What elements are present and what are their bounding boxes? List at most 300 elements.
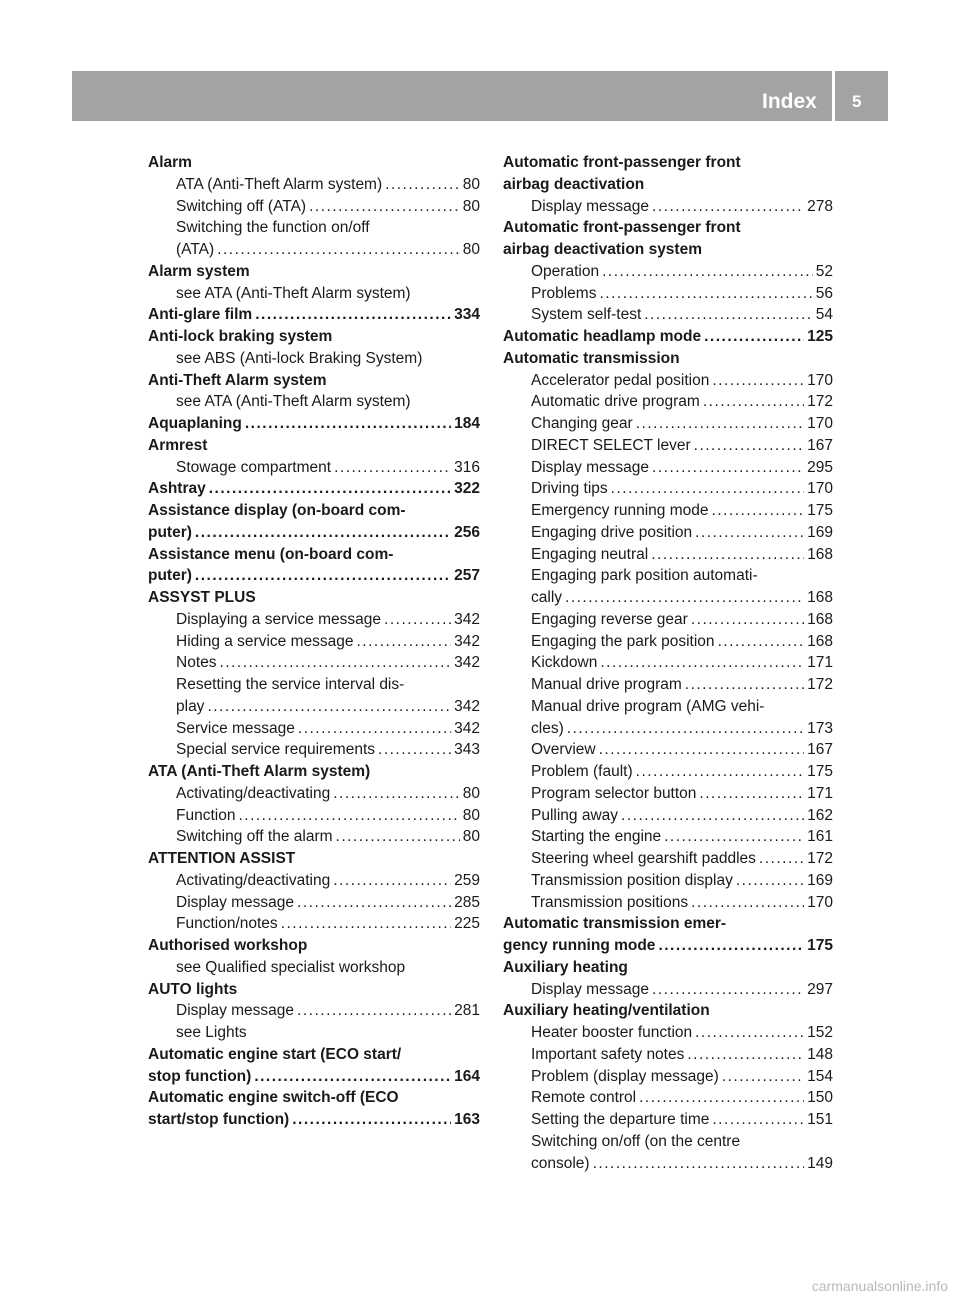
entry-text: Transmission position display (531, 871, 733, 889)
dot-leader (599, 283, 812, 305)
index-subentry (503, 1153, 833, 1175)
entry-text: Important safety notes (531, 1045, 685, 1063)
entry-text: Automatic drive program (531, 393, 700, 411)
index-subentry (503, 1066, 833, 1088)
index-subentry (503, 261, 833, 283)
entry-text: see ATA (Anti-Theft Alarm system) (176, 393, 411, 411)
index-subentry (503, 565, 833, 587)
entry-text: Special service requirements (176, 741, 376, 759)
entry-text: Service message (176, 719, 295, 737)
index-subentry (503, 283, 833, 305)
dot-leader (685, 674, 804, 696)
dot-leader (385, 174, 460, 196)
dot-leader (593, 1153, 805, 1175)
entry-text: Displaying a service message (176, 610, 382, 628)
dot-leader (567, 718, 804, 740)
page-ref: 80 (462, 784, 480, 802)
entry-text: Auxiliary heating/ventilation (503, 1002, 710, 1020)
page-ref: 172 (807, 676, 833, 693)
page-ref: 184 (454, 415, 480, 432)
page-ref: 316 (454, 458, 480, 476)
page-ref: 342 (454, 697, 480, 715)
entry-text: Aquaplaning (148, 415, 242, 432)
index-subentry (148, 783, 480, 805)
index-subentry (503, 783, 833, 805)
page-ref: 167 (807, 741, 833, 759)
entry-text: Switching off the alarm (176, 828, 333, 846)
entry-text: Display message (531, 197, 650, 215)
entry-text: Hiding a service message (176, 632, 354, 650)
entry-text: Changing gear (531, 415, 633, 432)
dot-leader (298, 718, 451, 740)
dot-leader (602, 261, 813, 283)
index-entry (148, 935, 480, 957)
index-subentry (503, 522, 833, 544)
index-entry (148, 261, 480, 283)
index-subentry (503, 892, 833, 914)
entry-text: Activating/deactivating (176, 784, 331, 802)
page-ref: 175 (807, 502, 833, 519)
dot-leader (600, 652, 804, 674)
index-entry (148, 1109, 480, 1131)
dot-leader (759, 848, 804, 870)
index-subentry (503, 1087, 833, 1109)
index-subentry (503, 544, 833, 566)
index-entry (503, 152, 833, 174)
index-subentry (148, 174, 480, 196)
entry-text: Manual drive program (AMG vehi- (531, 697, 765, 715)
page-ref: 152 (807, 1024, 833, 1041)
entry-text: Accelerator pedal position (531, 371, 710, 389)
page-ref: 154 (807, 1067, 833, 1085)
entry-text: Switching on/off (on the centre (531, 1132, 741, 1150)
page-ref: 225 (454, 915, 480, 933)
index-entry (148, 1066, 480, 1088)
index-subentry (503, 196, 833, 218)
entry-text: Pulling away (531, 806, 619, 824)
page-ref: 164 (454, 1067, 480, 1085)
entry-text: Heater booster function (531, 1024, 693, 1041)
index-subentry (503, 1044, 833, 1066)
entry-text: Program selector button (531, 784, 697, 802)
dot-leader (599, 739, 805, 761)
index-subentry (503, 500, 833, 522)
page-ref: 161 (807, 828, 833, 846)
dot-leader (209, 478, 451, 500)
dot-leader (704, 326, 804, 348)
entry-text: Anti-Theft Alarm system (148, 371, 327, 389)
page-ref: 285 (454, 893, 480, 911)
page-ref: 297 (807, 980, 833, 998)
index-column-left (148, 152, 480, 1131)
entry-text: Automatic transmission (503, 349, 680, 367)
index-entry (148, 544, 480, 566)
index-subentry (503, 696, 833, 718)
index-subentry (148, 805, 480, 827)
index-entry (148, 152, 480, 174)
entry-text: Problem (display message) (531, 1067, 719, 1085)
dot-leader (699, 783, 804, 805)
page-ref: 169 (807, 871, 833, 889)
page-ref: 175 (807, 937, 833, 954)
index-subentry (503, 435, 833, 457)
entry-text: Authorised workshop (148, 937, 308, 954)
index-entry (148, 304, 480, 326)
page-ref: 54 (815, 306, 833, 324)
index-subentry (148, 283, 480, 305)
entry-text: Display message (176, 893, 295, 911)
page-ref: 171 (807, 654, 833, 672)
entry-text: Steering wheel gearshift paddles (531, 850, 756, 867)
index-subentry (148, 348, 480, 370)
entry-text: Automatic headlamp mode (503, 328, 702, 345)
index-entry (148, 413, 480, 435)
index-entry (148, 565, 480, 587)
page-ref: 80 (462, 197, 480, 215)
index-subentry (148, 913, 480, 935)
index-column-right (503, 152, 833, 1174)
page-ref: 125 (807, 328, 833, 345)
page-ref: 80 (462, 828, 480, 846)
index-subentry (148, 892, 480, 914)
page-ref: 342 (454, 654, 480, 672)
index-entry (148, 500, 480, 522)
index-entry (148, 326, 480, 348)
page-ref: 150 (807, 1089, 833, 1107)
dot-leader (694, 435, 804, 457)
dot-leader (621, 805, 804, 827)
page-ref: 56 (815, 284, 833, 302)
page-number: 5 (852, 92, 862, 111)
page-ref: 171 (807, 784, 833, 802)
index-subentry (148, 652, 480, 674)
entry-text: cles) (531, 719, 564, 737)
entry-text: Starting the engine (531, 828, 662, 846)
page-ref: 168 (807, 632, 833, 650)
index-subentry (148, 957, 480, 979)
page-ref: 342 (454, 719, 480, 737)
entry-text: puter) (148, 523, 192, 541)
index-subentry (503, 718, 833, 740)
page-ref: 149 (807, 1154, 833, 1172)
index-entry (503, 913, 833, 935)
entry-text: Auxiliary heating (503, 958, 628, 976)
page-ref: 151 (807, 1111, 833, 1128)
page-ref: 342 (454, 632, 480, 650)
dot-leader (712, 500, 805, 522)
index-subentry (503, 761, 833, 783)
index-entry (148, 478, 480, 500)
dot-leader (334, 457, 451, 479)
page-ref: 80 (462, 175, 480, 193)
dot-leader (687, 1044, 804, 1066)
page-ref: 169 (807, 523, 833, 541)
entry-text: Emergency running mode (531, 502, 709, 519)
dot-leader (703, 391, 804, 413)
page-ref: 162 (807, 806, 833, 824)
page-ref: 80 (462, 241, 480, 258)
page-ref: 334 (454, 306, 480, 324)
page-ref: 175 (807, 763, 833, 780)
index-subentry (148, 718, 480, 740)
index-subentry (503, 457, 833, 479)
entry-text: Engaging reverse gear (531, 610, 688, 628)
dot-leader (217, 239, 460, 261)
index-subentry (503, 1131, 833, 1153)
entry-text: Automatic engine switch-off (ECO (148, 1089, 399, 1107)
index-subentry (503, 478, 833, 500)
page-ref: 163 (454, 1111, 480, 1128)
dot-leader (636, 413, 804, 435)
dot-leader (297, 892, 451, 914)
page-ref: 256 (454, 523, 480, 541)
index-entry (503, 174, 833, 196)
index-entry (148, 370, 480, 392)
dot-leader (651, 544, 804, 566)
entry-text: Function/notes (176, 915, 278, 933)
entry-text: Automatic front-passenger front (503, 219, 741, 237)
dot-leader (652, 457, 804, 479)
page-ref: 343 (454, 741, 480, 759)
index-subentry (503, 1109, 833, 1131)
index-entry (503, 239, 833, 261)
index-subentry (503, 739, 833, 761)
index-subentry (148, 739, 480, 761)
dot-leader (712, 370, 804, 392)
page-ref: 52 (815, 262, 833, 280)
dot-leader (336, 826, 460, 848)
index-subentry (148, 674, 480, 696)
index-entry (148, 1044, 480, 1066)
entry-text: Kickdown (531, 654, 598, 672)
page-ref: 172 (807, 393, 833, 411)
entry-text: Alarm system (148, 262, 250, 280)
entry-text: Manual drive program (531, 676, 682, 693)
dot-leader (565, 587, 804, 609)
index-entry (148, 979, 480, 1001)
page-ref: 278 (807, 197, 833, 215)
page-ref: 168 (807, 610, 833, 628)
dot-leader (333, 783, 460, 805)
dot-leader (639, 1087, 804, 1109)
dot-leader (611, 478, 804, 500)
entry-text: Problems (531, 284, 597, 302)
entry-text: Setting the departure time (531, 1111, 710, 1128)
index-subentry (503, 870, 833, 892)
index-subentry (503, 979, 833, 1001)
watermark: carmanualsonline.info (811, 1278, 948, 1294)
index-entry (503, 957, 833, 979)
dot-leader (255, 304, 451, 326)
entry-text: gency running mode (503, 937, 656, 954)
page-ref: 172 (807, 850, 833, 867)
dot-leader (652, 979, 804, 1001)
dot-leader (691, 892, 804, 914)
entry-text: Transmission positions (531, 893, 689, 911)
entry-text: Driving tips (531, 480, 608, 498)
entry-text: Engaging park position automati- (531, 567, 758, 585)
entry-text: Activating/deactivating (176, 871, 331, 889)
index-subentry (148, 870, 480, 892)
entry-text: Alarm (148, 154, 192, 171)
index-subentry (503, 413, 833, 435)
index-entry (148, 1087, 480, 1109)
section-title: Index (762, 90, 817, 113)
entry-text: Assistance menu (on-board com- (148, 545, 394, 563)
entry-text: Automatic engine start (ECO start/ (148, 1045, 402, 1063)
entry-text: Switching the function on/off (176, 219, 370, 237)
entry-text: Function (176, 806, 236, 824)
page-ref: 170 (807, 893, 833, 911)
index-subentry (148, 826, 480, 848)
index-subentry (148, 696, 480, 718)
entry-text: System self-test (531, 306, 642, 324)
entry-text: puter) (148, 567, 192, 585)
entry-text: Anti-glare film (148, 306, 253, 324)
entry-text: DIRECT SELECT lever (531, 436, 691, 454)
dot-leader (691, 609, 804, 631)
entry-text: Automatic front-passenger front (503, 154, 741, 171)
entry-text: Overview (531, 741, 596, 759)
dot-leader (333, 870, 451, 892)
entry-text: cally (531, 589, 563, 606)
entry-text: Automatic transmission emer- (503, 915, 727, 933)
entry-text: see Qualified specialist workshop (176, 958, 406, 976)
index-subentry (503, 370, 833, 392)
dot-leader (220, 652, 452, 674)
entry-text: play (176, 697, 205, 715)
index-subentry (503, 587, 833, 609)
entry-text: see Lights (176, 1024, 247, 1041)
index-subentry (148, 196, 480, 218)
index-subentry (503, 1022, 833, 1044)
index-subentry (148, 217, 480, 239)
dot-leader (695, 522, 804, 544)
dot-leader (297, 1000, 451, 1022)
page-ref: 170 (807, 480, 833, 498)
dot-leader (238, 805, 459, 827)
entry-text: airbag deactivation system (503, 241, 702, 258)
page-ref: 173 (807, 719, 833, 737)
index-subentry (503, 652, 833, 674)
index-subentry (148, 609, 480, 631)
dot-leader (722, 1066, 804, 1088)
page-ref: 168 (807, 545, 833, 563)
entry-text: ATA (Anti-Theft Alarm system) (176, 175, 383, 193)
index-entry (503, 348, 833, 370)
entry-text: Notes (176, 654, 217, 672)
index-subentry (503, 609, 833, 631)
dot-leader (245, 413, 451, 435)
index-subentry (503, 826, 833, 848)
index-entry (148, 522, 480, 544)
entry-text: see ATA (Anti-Theft Alarm system) (176, 284, 411, 302)
index-subentry (503, 304, 833, 326)
dot-leader (195, 565, 451, 587)
index-subentry (148, 239, 480, 261)
dot-leader (718, 631, 805, 653)
dot-leader (309, 196, 460, 218)
index-subentry (503, 674, 833, 696)
index-subentry (148, 631, 480, 653)
entry-text: stop function) (148, 1067, 252, 1085)
entry-text: console) (531, 1154, 590, 1172)
dot-leader (292, 1109, 451, 1131)
entry-text: Assistance display (on-board com- (148, 502, 406, 519)
dot-leader (636, 761, 804, 783)
entry-text: Problem (fault) (531, 763, 633, 780)
index-subentry (503, 805, 833, 827)
dot-leader (712, 1109, 804, 1131)
dot-leader (384, 609, 451, 631)
page-ref: 170 (807, 371, 833, 389)
index-entry (148, 435, 480, 457)
index-subentry (148, 457, 480, 479)
entry-text: Switching off (ATA) (176, 197, 307, 215)
dot-leader (281, 913, 451, 935)
page-ref: 257 (454, 567, 480, 585)
entry-text: airbag deactivation (503, 175, 645, 193)
page-ref: 295 (807, 458, 833, 476)
entry-text: Stowage compartment (176, 458, 332, 476)
entry-text: Armrest (148, 436, 208, 454)
entry-text: Engaging drive position (531, 523, 693, 541)
dot-leader (644, 304, 813, 326)
page-ref: 259 (454, 871, 480, 889)
entry-text: ASSYST PLUS (148, 589, 256, 606)
dot-leader (652, 196, 804, 218)
entry-text: Engaging neutral (531, 545, 649, 563)
index-subentry (503, 631, 833, 653)
index-subentry (148, 391, 480, 413)
entry-text: Display message (531, 980, 650, 998)
dot-leader (207, 696, 451, 718)
entry-text: Engaging the park position (531, 632, 715, 650)
entry-text: Operation (531, 262, 600, 280)
index-entry (148, 761, 480, 783)
page-ref: 342 (454, 610, 480, 628)
dot-leader (736, 870, 804, 892)
entry-text: Remote control (531, 1089, 637, 1107)
entry-text: Ashtray (148, 480, 206, 498)
page-ref: 168 (807, 589, 833, 606)
entry-text: see ABS (Anti-lock Braking System) (176, 349, 423, 367)
index-entry (148, 848, 480, 870)
entry-text: Resetting the service interval dis- (176, 676, 405, 693)
page-ref: 80 (462, 806, 480, 824)
entry-text: start/stop function) (148, 1111, 290, 1128)
dot-leader (664, 826, 804, 848)
index-entry (503, 1000, 833, 1022)
index-entry (503, 217, 833, 239)
index-entry (148, 587, 480, 609)
entry-text: (ATA) (176, 241, 215, 258)
page-ref: 322 (454, 480, 480, 498)
dot-leader (356, 631, 451, 653)
entry-text: Anti-lock braking system (148, 328, 333, 345)
page-ref: 167 (807, 436, 833, 454)
dot-leader (695, 1022, 804, 1044)
index-subentry (503, 391, 833, 413)
entry-text: Display message (531, 458, 650, 476)
index-subentry (503, 848, 833, 870)
page-ref: 148 (807, 1045, 833, 1063)
dot-leader (378, 739, 451, 761)
index-subentry (148, 1000, 480, 1022)
page-ref: 170 (807, 415, 833, 432)
header-divider (832, 71, 835, 121)
entry-text: ATA (Anti-Theft Alarm system) (148, 763, 371, 780)
